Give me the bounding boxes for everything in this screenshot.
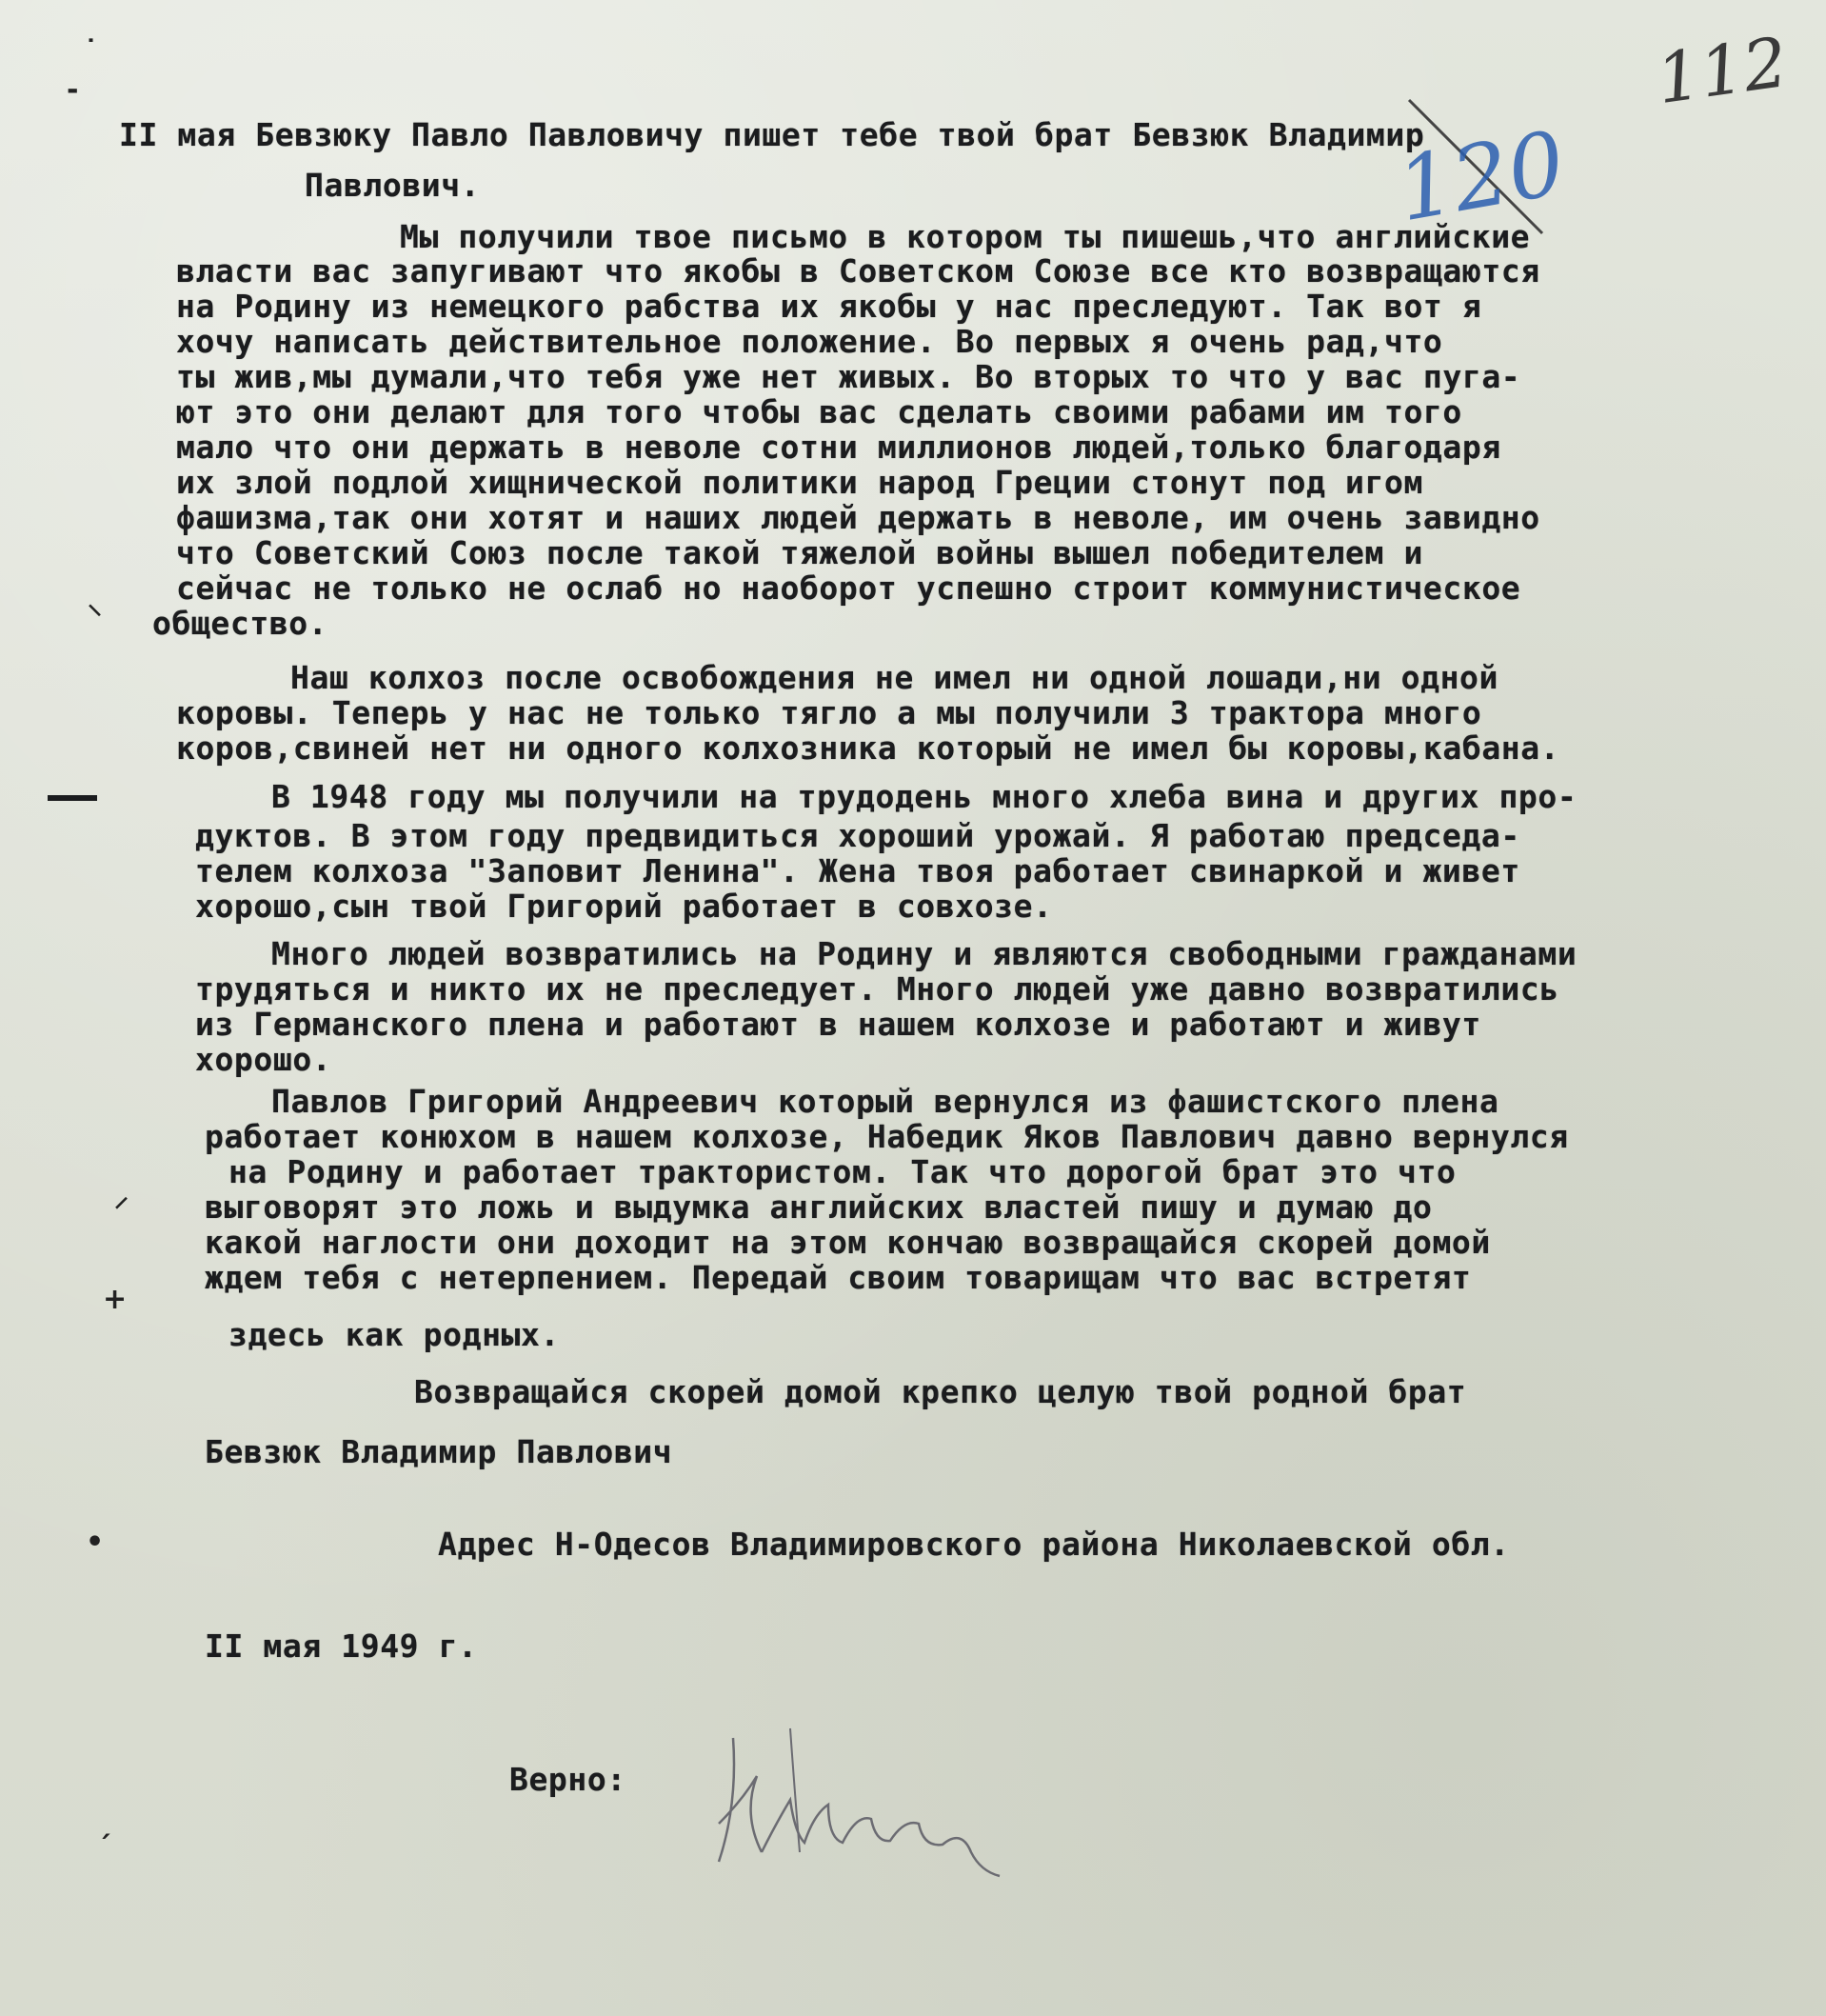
letter-body-line: сейчас не только не ослаб но наоборот успешно строит коммунистическое	[176, 569, 1521, 607]
letter-body-line: Наш колхоз после освобождения не имел ни одной лошади,ни одной	[290, 659, 1499, 696]
letter-body-line: хорошо,сын твой Григорий работает в совхозе.	[195, 888, 1053, 925]
letter-body-line: коровы. Теперь у нас не только тягло а мы получили 3 трактора много	[176, 694, 1482, 731]
letter-heading-line: II мая Бевзюку Павло Павловичу пишет тебе твой брат Бевзюк Владимир	[119, 116, 1425, 153]
margin-plus: +	[103, 1283, 128, 1316]
letter-body-line: ждем тебя с нетерпением. Передай своим товарищам что вас встретят	[205, 1259, 1472, 1296]
letter-body-line: общество.	[152, 605, 328, 642]
letter-body-line: В 1948 году мы получили на трудодень много хлеба вина и других про-	[271, 778, 1578, 815]
margin-tick: ˏ	[97, 1806, 111, 1840]
handwritten-signature	[685, 1709, 1047, 1900]
letter-heading-line: Павлович.	[305, 167, 481, 204]
letter-body-line: какой наглости они доходит на этом кончаю возвращайся скорей домой	[205, 1224, 1491, 1261]
letter-body-line: здесь как родных.	[228, 1316, 560, 1353]
margin-arrow: ⸜	[88, 588, 102, 621]
margin-tick: ⸍	[114, 1192, 129, 1226]
letter-body-line: коров,свиней нет ни одного колхозника который не имел бы коровы,кабана.	[176, 729, 1560, 767]
sender-name: Бевзюк Владимир Павлович	[205, 1433, 673, 1470]
margin-dash: -	[67, 73, 79, 107]
letter-body-line: мало что они держать в неволе сотни миллионов людей,только благодаря	[176, 429, 1501, 466]
letter-body-line: хорошо.	[195, 1041, 332, 1078]
margin-dot: •	[86, 1526, 105, 1559]
letter-body-line: ты жив,мы думали,что тебя уже нет живых. Во вторых то что у вас пуга-	[176, 358, 1521, 395]
letter-body-line: Много людей возвратились на Родину и являются свободными гражданами	[271, 935, 1578, 972]
letter-body-line: их злой подлой хищнической политики народ Греции стонут под игом	[176, 464, 1423, 501]
letter-body-line: на Родину и работает трактористом. Так что дорогой брат это что	[228, 1153, 1457, 1190]
letter-body-line: фашизма,так они хотят и наших людей держать в неволе, им очень завидно	[176, 499, 1540, 536]
letter-body-line: дуктов. В этом году предвидиться хороший урожай. Я работаю председа-	[195, 817, 1520, 854]
sender-address: Адрес Н-Одесов Владимировского района Николаевской обл.	[438, 1526, 1510, 1563]
letter-body-line: телем колхоза "Заповит Ленина". Жена твоя работает свинаркой и живет	[195, 852, 1520, 889]
letter-body-line: трудяться и никто их не преследует. Много людей уже давно возвратились	[195, 970, 1559, 1008]
letter-body-line: на Родину из немецкого рабства их якобы у нас преследуют. Так вот я	[176, 288, 1482, 325]
letter-body-line: хочу написать действительное положение. Во первых я очень рад,что	[176, 323, 1443, 360]
letter-body-line: что Советский Союз после такой тяжелой войны вышел победителем и	[176, 534, 1423, 571]
letter-body-line: власти вас запугивают что якобы в Советском Союзе все кто возвращаются	[176, 252, 1540, 289]
letter-body-line: ют это они делают для того чтобы вас сделать своими рабами им того	[176, 393, 1462, 430]
closing-line: Возвращайся скорей домой крепко целую твой родной брат	[414, 1373, 1467, 1410]
blue-stamp-number: 120	[1389, 111, 1573, 242]
letter-body-line: из Германского плена и работают в нашем колхозе и работают и живут	[195, 1006, 1481, 1043]
letter-date: II мая 1949 г.	[205, 1627, 478, 1665]
margin-dot: ˙	[84, 35, 98, 69]
letter-body-line: Павлов Григорий Андреевич который вернулся из фашистского плена	[271, 1083, 1499, 1120]
margin-dash-long	[48, 795, 97, 801]
letter-body-line: Мы получили твое письмо в котором ты пишешь,что английские	[400, 218, 1531, 255]
letter-body-line: работает конюхом в нашем колхозе, Набедик Яков Павлович давно вернулся	[205, 1118, 1569, 1155]
certification-label: Верно:	[509, 1761, 626, 1798]
letter-body-line: выговорят это ложь и выдумка английских властей пишу и думаю до	[205, 1188, 1433, 1226]
archive-page-number: 112	[1651, 21, 1793, 120]
